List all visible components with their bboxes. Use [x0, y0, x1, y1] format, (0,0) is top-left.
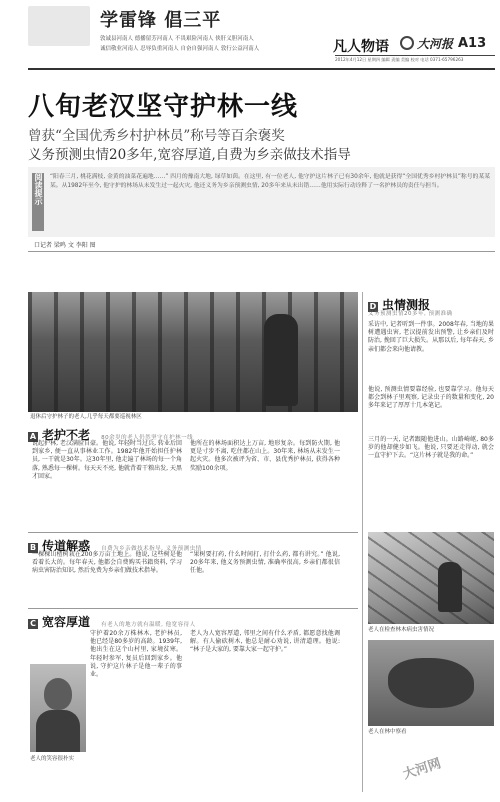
subheadline-2: 义务预测虫情20多年,宽容厚道,自费为乡亲做技术指导 [28, 147, 351, 163]
old-man-figure [264, 314, 298, 406]
reading-tip-label: 阅读提示 [34, 173, 43, 205]
portrait-head [44, 678, 72, 710]
section-d-body-3: 三月的一天, 记者跟随他进山。山路崎岖, 80多岁的他却健步如飞。他说, 只要还走得动, 就会一直守护下去。“这片林子就是我的命。” [368, 436, 494, 460]
right-photo-1-caption: 老人在检查林木病虫害情况 [368, 627, 435, 633]
portrait-photo [30, 664, 86, 752]
section-d-body-1: 采访中, 记者听到一件事。2008年春, 当地的果树遭遇虫害, 老汉提前发出预警, 让乡亲们及时防治, 挽回了巨大损失。从那以后, 每年春天, 乡亲们都会来向他请教。 [368, 321, 494, 353]
right-photo-2-caption: 老人在林中察看 [368, 729, 407, 735]
section-c-body-2: 老人为人宽容厚道, 邻里之间有什么矛盾, 都愿意找他调解。有人偷砍树木, 他总是耐心劝说, 讲清道理。他说: “林子是大家的, 要靠大家一起守护。” [190, 630, 340, 654]
date-line: 2012年4月12日 星期四 编辑 责编 美编 校对 电话 0371-65796263 [335, 57, 464, 62]
slogan: 学雷锋 倡三平 [100, 10, 222, 31]
header-rule [28, 68, 495, 70]
page-number: A13 [458, 36, 487, 51]
lei-feng-logo [28, 6, 90, 46]
branches [368, 532, 494, 624]
paper-logo [400, 34, 456, 52]
byline: 口记者 梁鸣 文 李阳 图 [34, 242, 96, 249]
section-d-marker: D [369, 302, 377, 311]
section-title: 凡人物语 [333, 39, 389, 55]
right-photo-2 [368, 640, 494, 726]
masthead-rule [335, 55, 495, 56]
slogan-line-2: 诚信敬业河南人 忍辱负重河南人 自奋自强河南人 敦行公益河南人 [100, 46, 260, 52]
section-a-body-1: 说起护林, 老汉满脸自豪。他说, 年轻时当过兵, 转业后回到家乡, 便一直从事林业工作。1982年他开始担任护林员, 一干就是30年。这30年里, 他走遍了林场的每一个角落, 熟悉每一棵树。每天天不亮, 他就背着干粮出发, 天黑才回家。 [32, 440, 182, 480]
section-c-subtitle: 有老人的地方就有温暖, 他宽容待人 [101, 622, 196, 628]
section-b-body-2: “果树要打药, 什么时间打, 打什么药, 都有讲究。” 他说, 20多年来, 他义务预测虫情, 准确率很高, 乡亲们都很信任他。 [190, 551, 340, 575]
summary-text: “阳春三月, 桃花满枝, 金黄的油菜花遍地……” 四月的豫南大地, 绿草如茵。在这里, 有一位老人, 他守护这片林子已有30余年, 他就是获得“全国优秀乡村护林员”称号的某某某。从1982年至今, 他守护的林场从未发生过一起火灾, 他还义务为乡亲预测虫情, 20多年来从未出错……他用实际行动诠释了一名护林员的责任与担当。 [50, 174, 490, 189]
byline-rule [28, 251, 495, 252]
right-photo-1 [368, 532, 494, 624]
subheadline-1: 曾获“全国优秀乡村护林员”称号等百余褒奖 [28, 128, 285, 144]
watermark: 大河网 [401, 756, 443, 783]
section-b-body-1: 一棵棵山楂树栽在200多万亩土地上。他说, 这些树是他看着长大的。每年春天, 他都会自费购买书籍资料, 学习病虫害防治知识, 然后免费为乡亲们做技术指导。 [32, 551, 182, 575]
masthead [0, 0, 500, 66]
portrait-body [36, 710, 80, 752]
tree-trunks [28, 292, 358, 412]
hands-leaves [388, 658, 474, 708]
section-c-body-1: 守护着20余万株林木, 老护林员, 他已经是80多岁的高龄。1939年, 他出生在这个山村里, 家境贫寒。年轻时参军, 复员后回到家乡。他说, 守护这片林子是他一辈子的事业。 [90, 630, 182, 679]
section-c-title: 宽容厚道 [42, 615, 91, 629]
main-photo-caption: 退休后守护林子的老人,几乎每天都要巡视林区 [30, 414, 142, 420]
section-a-body-2: 他所在的林场面积达上万亩, 地形复杂。每到防火期, 他更是寸步不离, 吃住都在山上。30年来, 林场从未发生一起火灾。他多次被评为省、市、县优秀护林员, 获得各种奖励100余项。 [190, 440, 340, 472]
section-b-subtitle: 自费为乡亲做技术指导, 义务预测虫情 [101, 546, 202, 552]
headline: 八旬老汉坚守护林一线 [28, 92, 299, 122]
section-d-title: 虫情测报 [382, 298, 431, 312]
reading-tip-tag [32, 173, 44, 231]
paper-name: 大河报 [417, 36, 454, 51]
section-b-marker: B [29, 543, 37, 552]
column-divider [362, 292, 363, 792]
figure-in-tree [438, 562, 462, 612]
main-photo [28, 292, 358, 412]
reading-tip-box [28, 167, 495, 237]
section-c-rule [28, 608, 358, 609]
section-d-body-2: 他说, 预测虫情要靠经验, 也要靠学习。他每天都会到林子里观察, 记录虫子的数量和变化, 20多年来记了厚厚十几本笔记。 [368, 386, 494, 410]
section-a-title: 老护不老 [42, 428, 91, 442]
slogan-line-1: 敦诚县河南人 德播留芳河南人 不畏艰险河南人 侠肝义胆河南人 [100, 36, 254, 42]
portrait-caption: 老人的笑容很朴实 [30, 756, 75, 762]
section-b-rule [28, 532, 358, 533]
swoosh-icon [400, 36, 414, 50]
section-a-subtitle: 80余岁的老人仍然坚守在护林一线 [101, 435, 194, 441]
section-a-marker: A [29, 432, 37, 441]
section-c-marker: C [28, 619, 38, 629]
section-d-subtitle: 义务预测虫情20多年, 预测准确 [368, 311, 453, 317]
section-b-title: 传道解惑 [42, 539, 91, 553]
section-c-header [28, 611, 358, 630]
